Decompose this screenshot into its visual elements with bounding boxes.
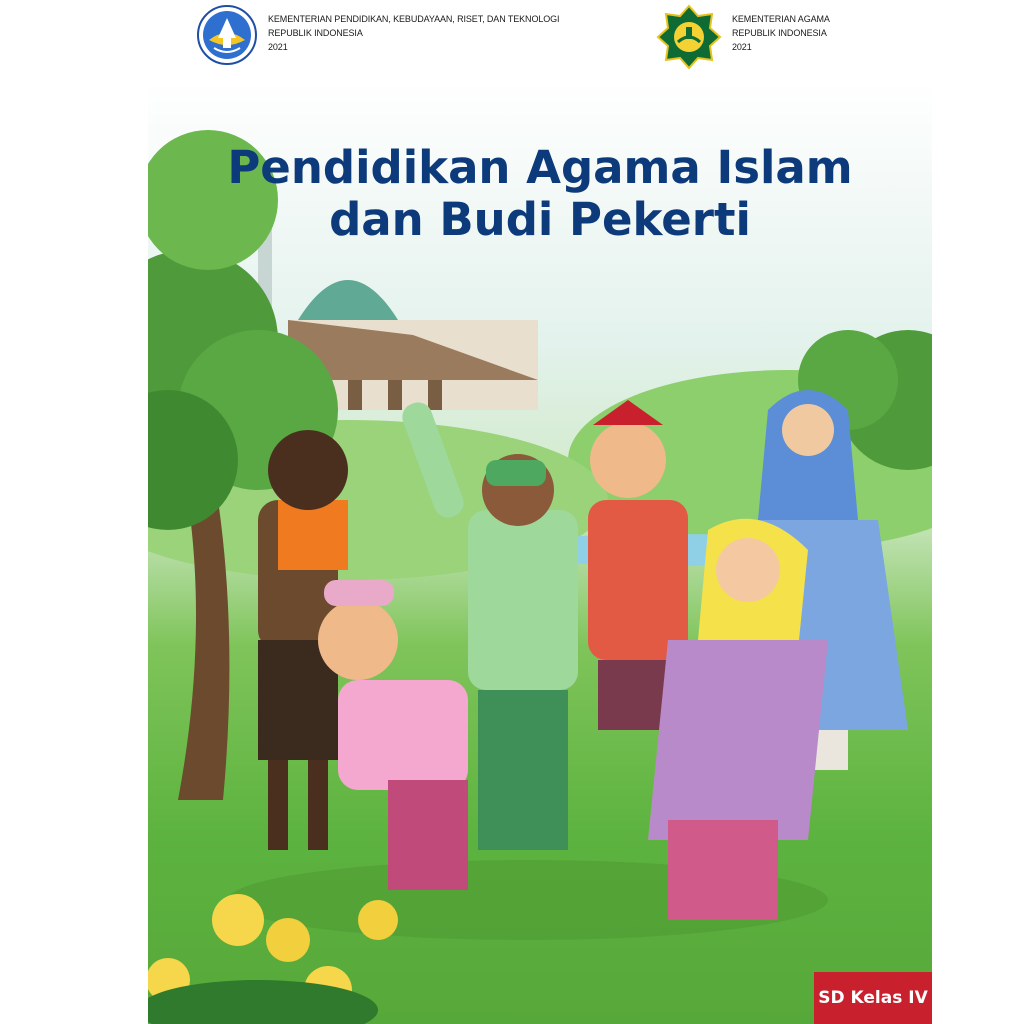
book-title-line1: Pendidikan Agama Islam	[227, 141, 853, 194]
book-title	[148, 142, 932, 246]
ministry-religion-name: KEMENTERIAN AGAMA	[732, 14, 830, 24]
ministry-religion-block	[656, 4, 830, 70]
book-title-line2: dan Budi Pekerti	[329, 193, 751, 246]
book-cover	[148, 80, 932, 1024]
ministry-education-block	[196, 4, 559, 66]
ministry-religion-year: 2021	[732, 42, 752, 52]
ministry-education-year: 2021	[268, 42, 288, 52]
grade-label: SD Kelas IV	[818, 988, 928, 1008]
ministry-education-name: KEMENTERIAN PENDIDIKAN, KEBUDAYAAN, RISET, DAN TEKNOLOGI	[268, 14, 560, 24]
ministry-religion-country: REPUBLIK INDONESIA	[732, 28, 827, 38]
publisher-header	[0, 0, 1024, 80]
tut-wuri-handayani-logo	[196, 4, 258, 66]
kementerian-agama-logo	[656, 4, 722, 70]
ministry-education-country: REPUBLIK INDONESIA	[268, 28, 363, 38]
child-pink-boy	[318, 580, 468, 890]
grade-badge	[814, 972, 932, 1024]
